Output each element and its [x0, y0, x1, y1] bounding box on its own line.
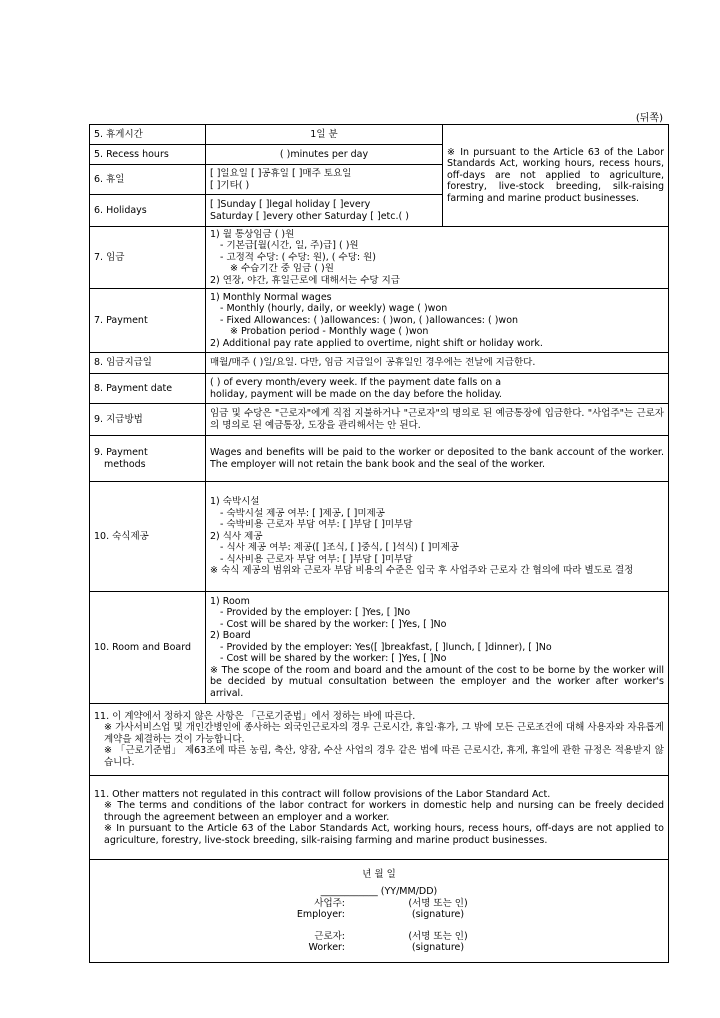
worker-label-en: Worker:	[308, 942, 345, 953]
board-en-line: - Cost will be shared by the worker: [ ]Yes, [ ]No	[220, 618, 447, 630]
holidays-kr-line: [ ]기타( )	[210, 179, 250, 191]
method-label-en	[90, 436, 206, 482]
other-kr-note: ※ 「근로기준법」 제63조에 따른 농림, 축산, 양잠, 수산 사업의 경우 같은 법에 따른 근로시간, 휴게, 휴일에 관한 규정은 적용받지 않습니다.	[104, 745, 664, 768]
wage-en-line: - Fixed Allowances: ( )allowances: ( )won, ( )allowances: ( )won	[220, 314, 519, 326]
worker-label-kr: 근로자:	[314, 930, 345, 942]
employer-seal-en: (signature)	[411, 909, 465, 920]
method-label-en-line: methods	[104, 458, 146, 470]
board-kr-note: ※ 숙식 제공의 범위와 근로자 부담 비용의 수준은 입국 후 사업주와 근로자 간 협의에 따라 별도로 결정	[210, 565, 634, 577]
holidays-value-kr	[206, 165, 443, 195]
wage-kr-line: 2) 연장, 야간, 휴일근로에 대해서는 수당 지급	[210, 274, 400, 286]
holidays-kr-line: [ ]일요일 [ ]공휴일 [ ]매주 토요일	[210, 168, 352, 179]
wage-en-line: ※ Probation period - Monthly wage ( )won	[230, 326, 429, 338]
board-value-en	[206, 592, 669, 704]
payday-en-line: holiday, payment will be made on the day before the holiday.	[210, 388, 502, 400]
wage-kr-line: ※ 수습기간 중 임금 ( )원	[230, 263, 334, 275]
board-kr-line: - 숙박비용 근로자 부담 여부: [ ]부담 [ ]미부담	[220, 519, 413, 531]
wage-kr-line: - 기본급[월(시간, 일, 주)급] ( )원	[220, 240, 359, 252]
worker-seal-en: (signature)	[411, 942, 465, 953]
board-label-en: 10. Room and Board	[90, 592, 206, 704]
date-kr: 년 월 일	[362, 868, 396, 880]
board-en-line: - Provided by the employer: [ ]Yes, [ ]No	[220, 607, 411, 619]
holidays-en-line: [ ]Sunday [ ]legal holiday [ ]every	[210, 199, 371, 210]
wage-label-en: 7. Payment	[90, 289, 206, 353]
board-en-line: 2) Board	[210, 630, 251, 642]
wage-en-line: 2) Additional pay rate applied to overtime, night shift or holiday work.	[210, 337, 543, 349]
wage-kr-line: 1) 월 통상임금 ( )원	[210, 228, 295, 240]
wage-value-en	[206, 289, 669, 353]
other-matters-kr	[90, 704, 669, 776]
wage-value-kr	[206, 227, 669, 289]
date-en: ____________ (YY/MM/DD)	[320, 886, 438, 897]
board-en-note: ※ The scope of the room and board and the amount of the cost to be borne by the worker will be decided by mutual consultation between the employer and the worker after worker's arrival.	[210, 664, 664, 699]
board-value-kr	[206, 482, 669, 592]
article63-note: ※ In pursuant to the Article 63 of the Labor Standards Act, working hours, recess hours, off-days are not applied to agriculture, forestry, live-stock breeding, silk-raising farming and marine product businesses.	[443, 125, 669, 227]
holidays-en-line: Saturday [ ]every other Saturday [ ]etc.( )	[210, 210, 409, 222]
wage-en-line: 1) Monthly Normal wages	[210, 291, 332, 303]
board-kr-line: - 식사비용 근로자 부담 여부: [ ]부담 [ ]미부담	[220, 553, 413, 565]
back-page-label: (뒤쪽)	[635, 113, 663, 124]
payday-kr-text: 매월/매주 ( )일/요일. 다만, 임금 지급일이 공휴일인 경우에는 전날에 지급한다.	[210, 357, 536, 369]
other-en-title: 11. Other matters not regulated in this contract will follow provisions of the Labor Standard Act.	[94, 788, 551, 800]
wage-en-line: - Monthly (hourly, daily, or weekly) wage ( )won	[220, 303, 448, 315]
employer-seal-kr: (서명 또는 인)	[408, 897, 468, 909]
payday-value-kr	[206, 353, 669, 374]
holidays-label-en: 6. Holidays	[90, 195, 206, 227]
board-label-kr: 10. 숙식제공	[90, 482, 206, 592]
recess-label-en: 5. Recess hours	[90, 145, 206, 165]
wage-kr-line: - 고정적 수당: ( 수당: 원), ( 수당: 원)	[220, 251, 376, 263]
method-value-kr: 임금 및 수당은 "근로자"에게 직접 지불하거나 "근로자"의 명의로 된 예금통장에 입금한다. "사업주"는 근로자의 명의로 된 예금통장, 도장을 관리해서는 안 된다.	[206, 404, 669, 436]
contract-form-table	[89, 124, 669, 963]
board-en-line: - Cost will be shared by the worker: [ ]Yes, [ ]No	[220, 653, 447, 665]
employer-label-kr: 사업주:	[314, 897, 345, 909]
recess-value-en: ( )minutes per day	[206, 145, 443, 165]
recess-label-kr: 5. 휴게시간	[90, 125, 206, 145]
worker-seal-kr: (서명 또는 인)	[408, 930, 468, 942]
payday-label-kr: 8. 임금지급일	[90, 353, 206, 374]
method-label-en-line: 9. Payment	[94, 447, 148, 458]
wage-label-kr: 7. 임금	[90, 227, 206, 289]
board-en-line: 1) Room	[210, 595, 250, 607]
payday-en-line: ( ) of every month/every week. If the payment date falls on a	[210, 377, 502, 388]
method-label-kr: 9. 지급방법	[90, 404, 206, 436]
other-kr-note: ※ 가사서비스업 및 개인간병인에 종사하는 외국인근로자의 경우 근로시간, 휴일·휴가, 그 밖에 모든 근로조건에 대해 사용자와 자유롭게 계약을 체결하는 것이 가능합니다.	[104, 722, 664, 745]
signature-block	[90, 860, 669, 963]
holidays-label-kr: 6. 휴일	[90, 165, 206, 195]
employer-label-en: Employer:	[296, 909, 345, 920]
holidays-value-en	[206, 195, 443, 227]
recess-value-kr: 1일 분	[206, 125, 443, 145]
other-matters-en	[90, 776, 669, 860]
board-kr-line: - 숙박시설 제공 여부: [ ]제공, [ ]미제공	[220, 507, 385, 519]
other-en-note: ※ The terms and conditions of the labor contract for workers in domestic help and nursing can be freely decided through the agreement between an employer and a worker.	[104, 800, 664, 823]
other-kr-title: 11. 이 계약에서 정하지 않은 사항은 「근로기준법」에서 정하는 바에 따른다.	[94, 710, 416, 722]
board-en-line: - Provided by the employer: Yes([ ]breakfast, [ ]lunch, [ ]dinner), [ ]No	[220, 641, 552, 653]
payday-label-en: 8. Payment date	[90, 374, 206, 404]
board-kr-line: 2) 식사 제공	[210, 530, 263, 542]
other-en-note: ※ In pursuant to the Article 63 of the Labor Standards Act, working hours, recess hours, off-days are not applied to agriculture, forestry, live-stock breeding, silk-raising farming and marine product businesses.	[104, 823, 664, 846]
method-value-en: Wages and benefits will be paid to the worker or deposited to the bank account of the worker. The employer will not retain the bank book and the seal of the worker.	[206, 436, 669, 482]
payday-value-en	[206, 374, 669, 404]
board-kr-line: 1) 숙박시설	[210, 496, 260, 508]
board-kr-line: - 식사 제공 여부: 제공([ ]조식, [ ]중식, [ ]석식) [ ]미제공	[220, 542, 459, 554]
